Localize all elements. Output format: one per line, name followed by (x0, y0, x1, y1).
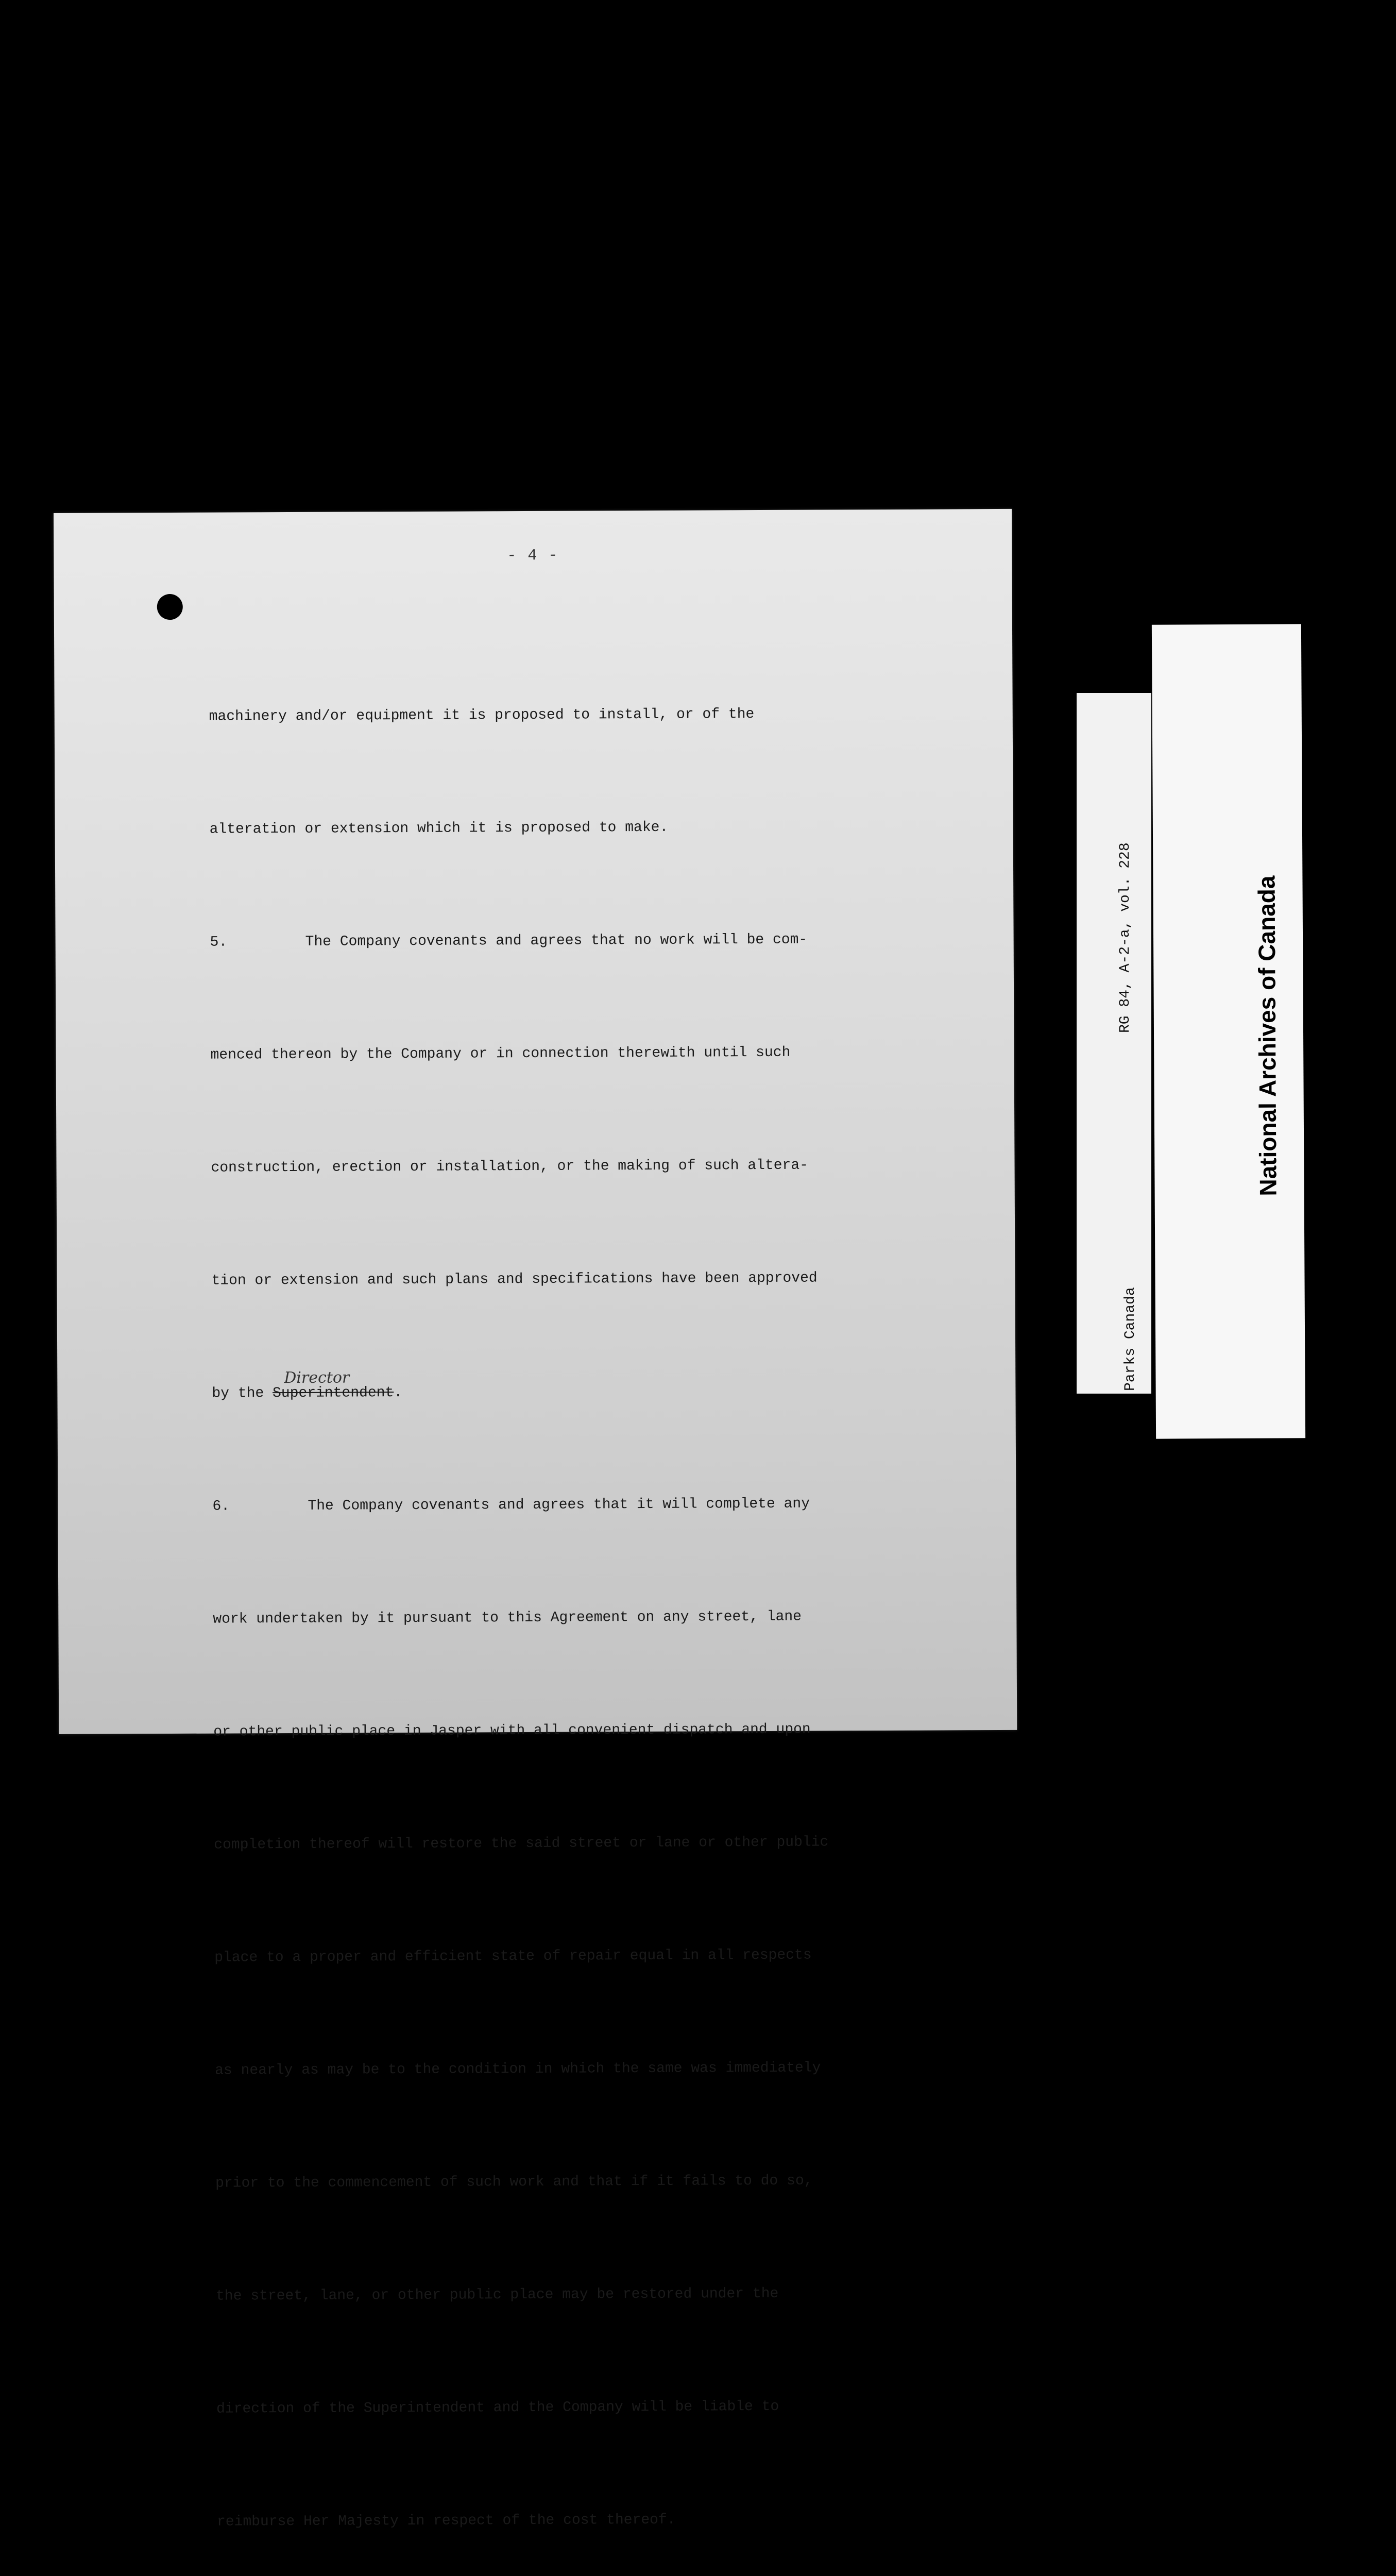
text-line: place to a proper and efficient state of repair equal in all respects (214, 1947, 812, 1966)
text-line: prior to the commencement of such work and that if it fails to do so, (215, 2173, 813, 2192)
text-line: direction of the Superintendent and the Company will be liable to (216, 2398, 779, 2417)
paragraph-6-line: 6. The Company covenants and agrees that it will complete any (212, 1484, 964, 1525)
text-line: reimburse Her Majesty in respect of the cost thereof. (216, 2512, 676, 2530)
text-line: by the Superintendent. Director (212, 1371, 964, 1412)
reference-text: RG 84, A-2-a, vol. 228 (1117, 842, 1133, 1033)
text-line: machinery and/or equipment it is proposed to install, or of the (209, 706, 755, 725)
archives-text: National Archives of Canada Archives nationales du Canada (1253, 844, 1350, 1196)
text-line: completion thereof will restore the said street or lane or other public (214, 1834, 829, 1853)
document-page (54, 509, 1017, 2530)
text-line: construction, erection or installation, or the making of such altera- (211, 1157, 808, 1176)
text-line: or other public place in Jasper with all convenient dispatch and upon (213, 1721, 811, 1740)
text-line: tion or extension and such plans and specifications have been approved (211, 1270, 818, 1289)
text-line: alteration or extension which it is proposed to make. (209, 819, 669, 838)
paragraph-number: 6. (212, 1498, 230, 1515)
parks-canada-text: Parks Canada (1122, 1287, 1138, 1391)
struck-word: Superintendent (273, 1385, 394, 1402)
text-line: menced thereon by the Company or in connection therewith until such (210, 1044, 791, 1063)
reference-label (1077, 693, 1151, 1394)
punch-hole (157, 594, 183, 620)
text-line: work undertaken by it pursuant to this Agreement on any street, lane (213, 1608, 802, 1628)
body-text (209, 619, 974, 2576)
handwritten-insert: Director (284, 1368, 350, 1387)
page-number: - 4 - (507, 547, 559, 565)
text-line: as nearly as may be to the condition in which the same was immediately (215, 2060, 821, 2079)
paragraph-5-line: 5. The Company covenants and agrees that no work will be com- (210, 920, 962, 961)
text-line: the street, lane, or other public place may be restored under the (216, 2285, 779, 2304)
archives-label (1152, 624, 1350, 1438)
paragraph-number: 5. (210, 934, 228, 951)
